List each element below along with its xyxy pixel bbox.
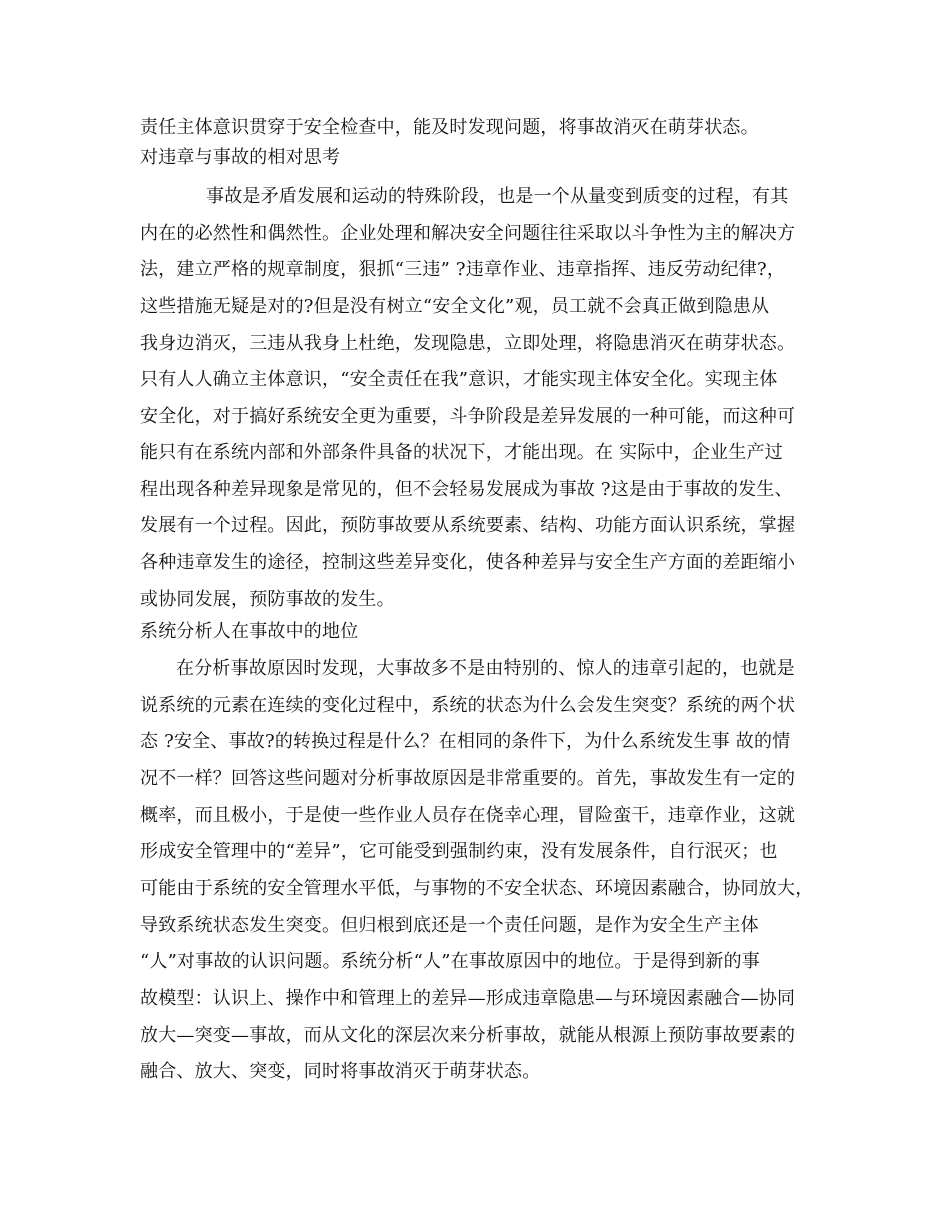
text-line: 说系统的元素在连续的变化过程中，系统的状态为什么会发生突变？系统的两个状 — [140, 695, 796, 716]
text-line: 安全化，对于搞好系统安全更为重要，斗争阶段是差异发展的一种可能，而这种可 — [140, 406, 796, 427]
text-line: 故模型：认识上、操作中和管理上的差异—形成违章隐患—与环境因素融合—协同 — [140, 988, 796, 1009]
text-line: 态 ?安全、事故?的转换过程是什么？在相同的条件下，为什么系统发生事 故的情 — [140, 731, 791, 752]
text-line: 责任主体意识贯穿于安全检查中，能及时发现问题，将事故消灭在萌芽状态。 — [140, 117, 759, 138]
text-line: 发展有一个过程。因此，预防事故要从系统要素、结构、功能方面认识系统，掌握 — [140, 515, 796, 536]
text-line: 在分析事故原因时发现，大事故多不是由特别的、惊人的违章引起的，也就是 — [176, 658, 795, 679]
text-line: 可能由于系统的安全管理水平低，与事物的不安全状态、环境因素融合，协同放大， — [140, 878, 814, 899]
text-line: 只有人人确立主体意识，“安全责任在我”意识，才能实现主体安全化。实现主体 — [140, 369, 778, 390]
text-line: 能只有在系统内部和外部条件具备的状况下，才能出现。在 实际中，企业生产过 — [140, 442, 783, 463]
text-line: 事故是矛盾发展和运动的特殊阶段，也是一个从量变到质变的过程，有其 — [206, 186, 789, 207]
text-line: 放大—突变—事故，而从文化的深层次来分析事故，就能从根源上预防事故要素的 — [140, 1025, 796, 1046]
text-line: 我身边消灭，三违从我身上杜绝，发现隐患，立即处理，将隐患消灭在萌芽状态。 — [140, 333, 796, 354]
text-line: 或协同发展，预防事故的发生。 — [140, 589, 395, 610]
text-line: 概率，而且极小，于是使一些作业人员存在侥幸心理，冒险蛮干，违章作业，这就 — [140, 805, 796, 826]
text-line: 这些措施无疑是对的?但是没有树立“安全文化”观，员工就不会真正做到隐患从 — [140, 296, 770, 317]
text-line: 导致系统状态发生突变。但归根到底还是一个责任问题，是作为安全生产主体 — [140, 915, 759, 936]
text-line: 况不一样？回答这些问题对分析事故原因是非常重要的。首先，事故发生有一定的 — [140, 768, 796, 789]
text-line: 程出现各种差异现象是常见的，但不会轻易发展成为事故 ?这是由于事故的发生、 — [140, 479, 793, 500]
section-heading: 系统分析人在事故中的地位 — [140, 621, 359, 642]
text-line: 法，建立严格的规章制度，狠抓“三违” ?违章作业、违章指挥、违反劳动纪律?， — [140, 259, 786, 280]
section-heading: 对违章与事故的相对思考 — [140, 147, 341, 168]
text-line: 融合、放大、突变，同时将事故消灭于萌芽状态。 — [140, 1061, 541, 1082]
text-line: 形成安全管理中的“差异”，它可能受到强制约束，没有发展条件，自行泯灭；也 — [140, 841, 778, 862]
text-line: 内在的必然性和偶然性。企业处理和解决安全问题往往采取以斗争性为主的解决方 — [140, 223, 796, 244]
text-line: “人”对事故的认识问题。系统分析“人”在事故原因中的地位。于是得到新的事 — [140, 951, 761, 972]
text-line: 各种违章发生的途径，控制这些差异变化，使各种差异与安全生产方面的差距缩小 — [140, 552, 796, 573]
